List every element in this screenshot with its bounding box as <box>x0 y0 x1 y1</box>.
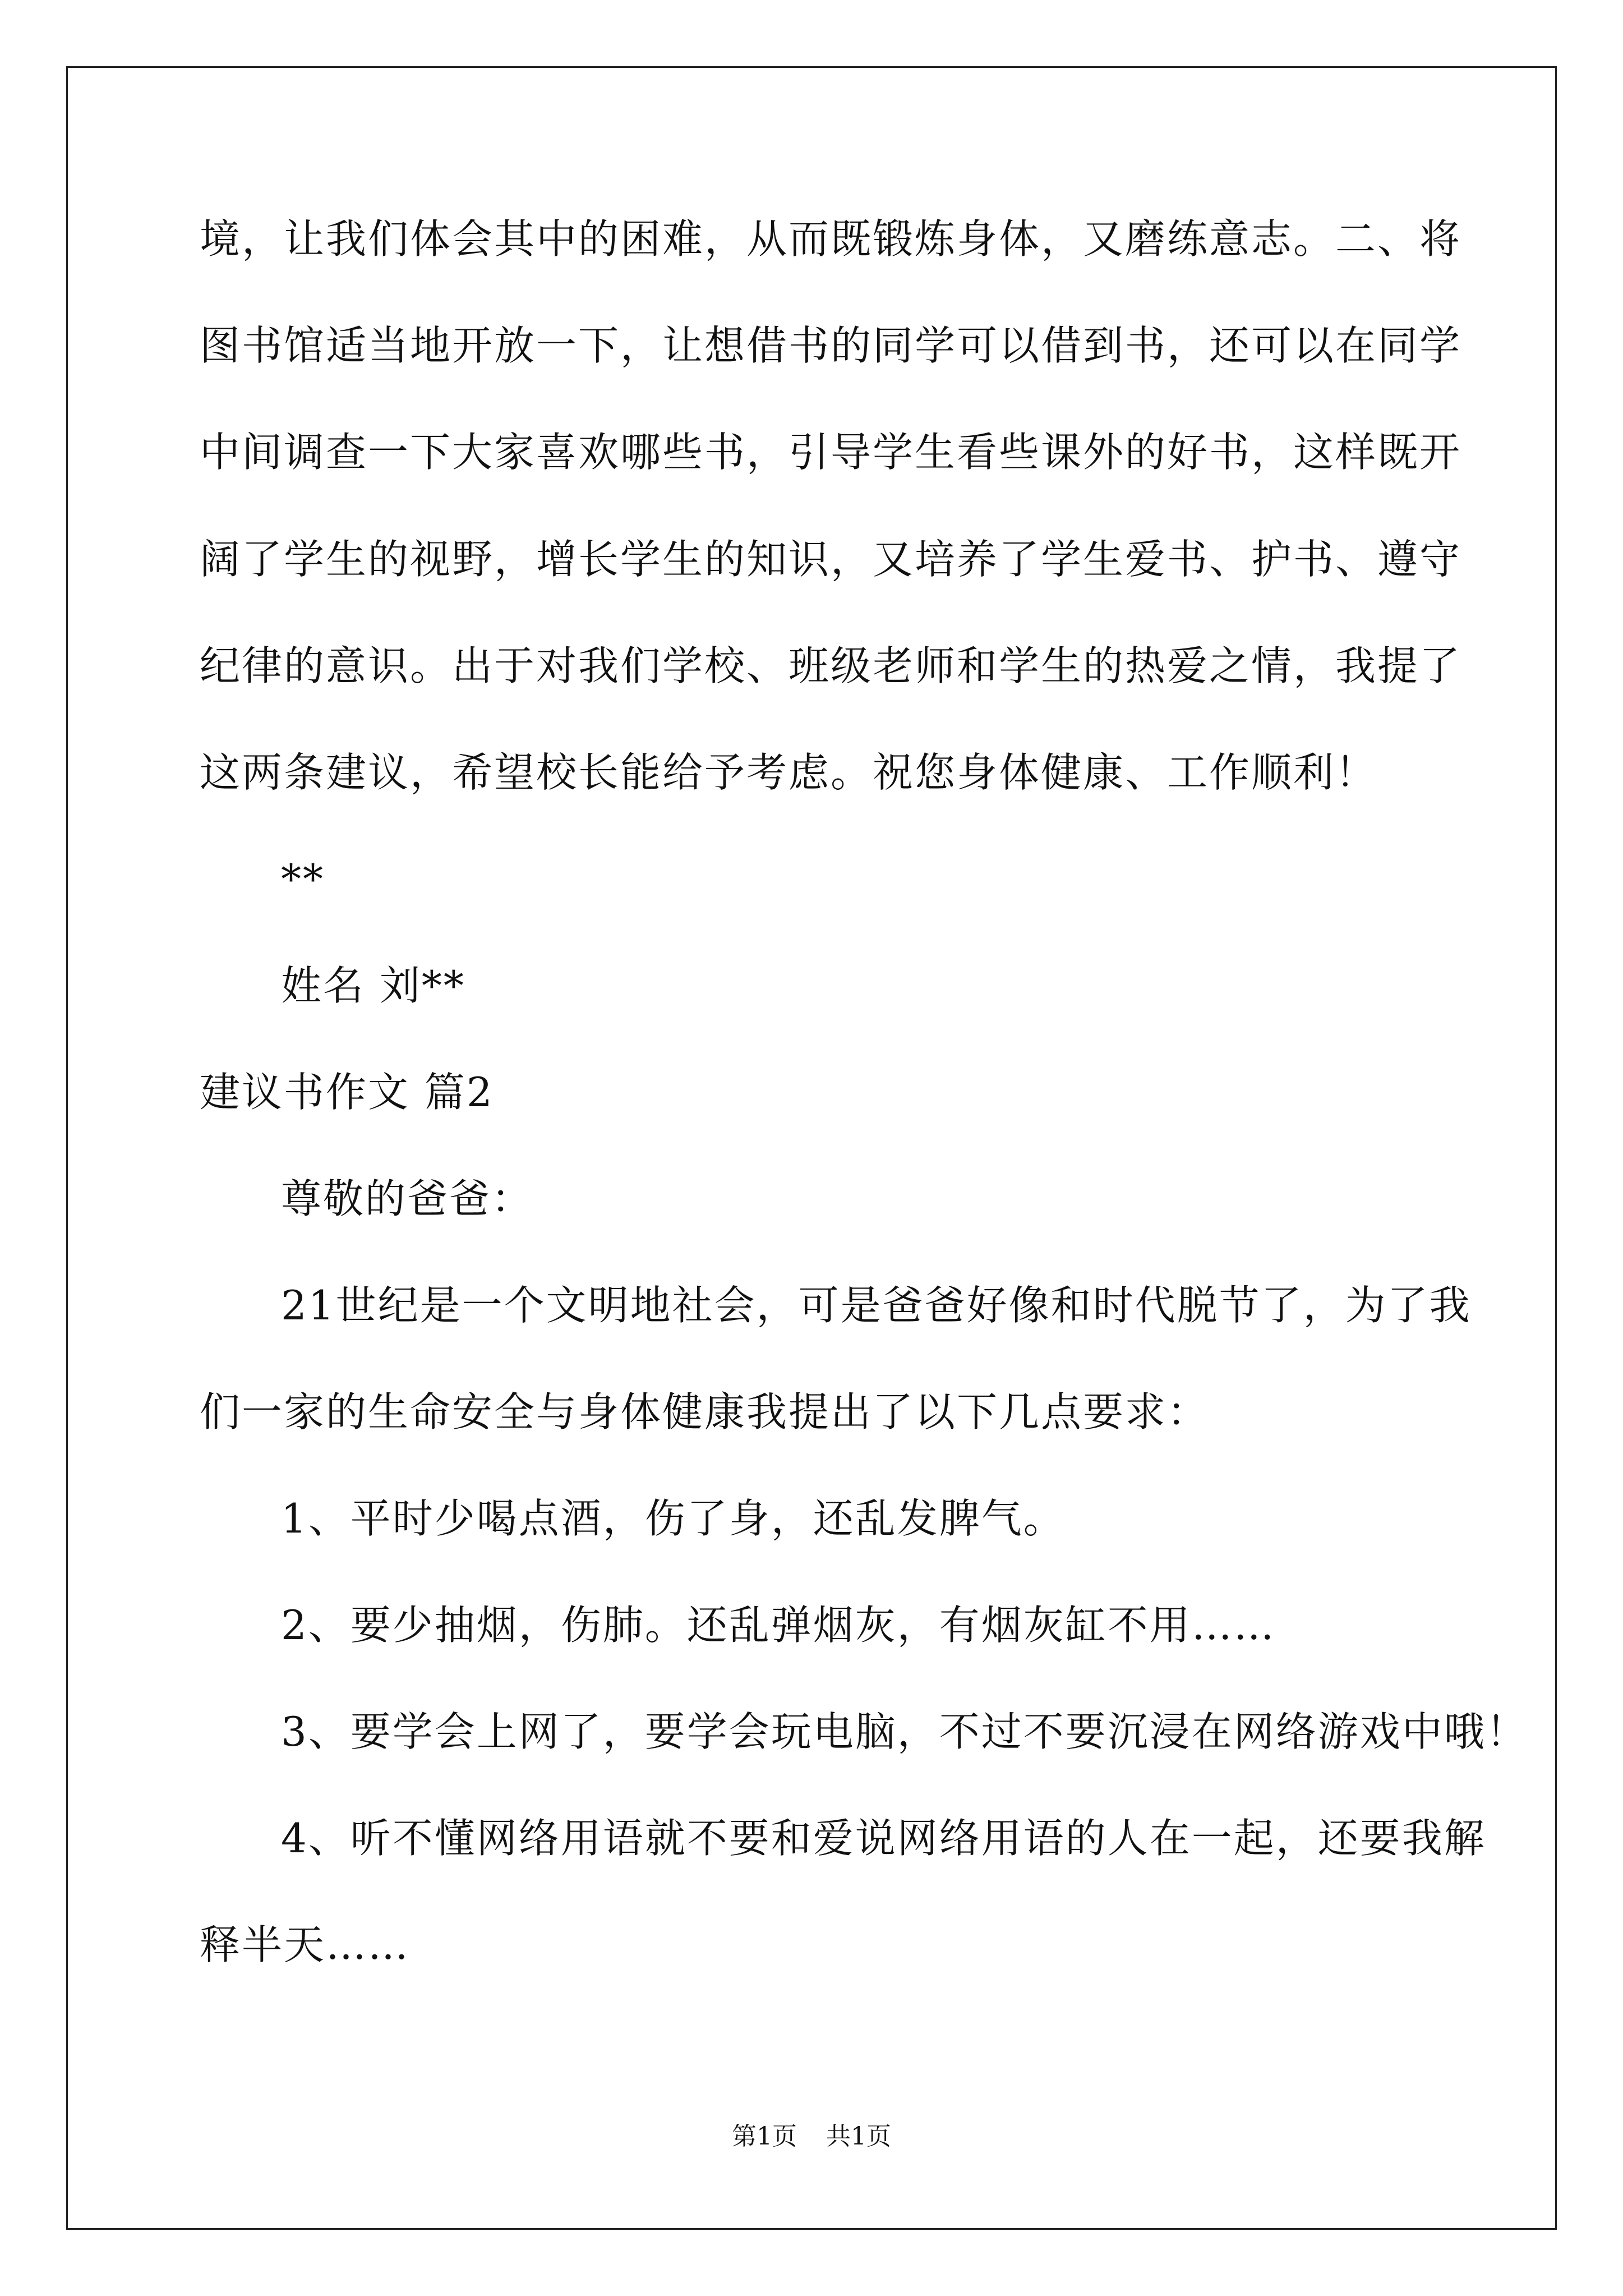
text-line: 图书馆适当地开放一下，让想借书的同学可以借到书，还可以在同学 <box>200 322 1462 369</box>
text-line: 建议书作文 篇2 <box>200 1069 494 1116</box>
text-line: ** <box>281 855 325 903</box>
text-line: 阔了学生的视野，增长学生的知识，又培养了学生爱书、护书、遵守 <box>200 536 1462 583</box>
page-border <box>66 66 1557 2230</box>
text-line: 1、平时少喝点酒，伤了身，还乱发脾气。 <box>281 1495 1066 1542</box>
text-line: 们一家的生命安全与身体健康我提出了以下几点要求： <box>200 1388 1210 1435</box>
page-number-current: 第1页 <box>732 2122 797 2151</box>
text-line: 境，让我们体会其中的困难，从而既锻炼身体，又磨练意志。二、将 <box>200 215 1462 263</box>
text-line: 这两条建议，希望校长能给予考虑。祝您身体健康、工作顺利！ <box>200 749 1378 796</box>
text-line: 姓名 刘** <box>281 962 465 1009</box>
text-line: 尊敬的爸爸： <box>281 1175 534 1222</box>
page-footer <box>0 2124 1623 2149</box>
page-number-total: 共1页 <box>826 2122 891 2151</box>
text-line: 21世纪是一个文明地社会，可是爸爸好像和时代脱节了，为了我 <box>281 1282 1472 1329</box>
text-line: 3、要学会上网了，要学会玩电脑，不过不要沉浸在网络游戏中哦！ <box>281 1708 1528 1755</box>
text-line: 2、要少抽烟，伤肺。还乱弹烟灰，有烟灰缸不用…… <box>281 1602 1276 1649</box>
text-line: 中间调查一下大家喜欢哪些书，引导学生看些课外的好书，这样既开 <box>200 429 1462 476</box>
text-line: 释半天…… <box>200 1921 411 1968</box>
text-line: 纪律的意识。出于对我们学校、班级老师和学生的热爱之情，我提了 <box>200 642 1462 689</box>
text-line: 4、听不懂网络用语就不要和爱说网络用语的人在一起，还要我解 <box>281 1815 1486 1862</box>
